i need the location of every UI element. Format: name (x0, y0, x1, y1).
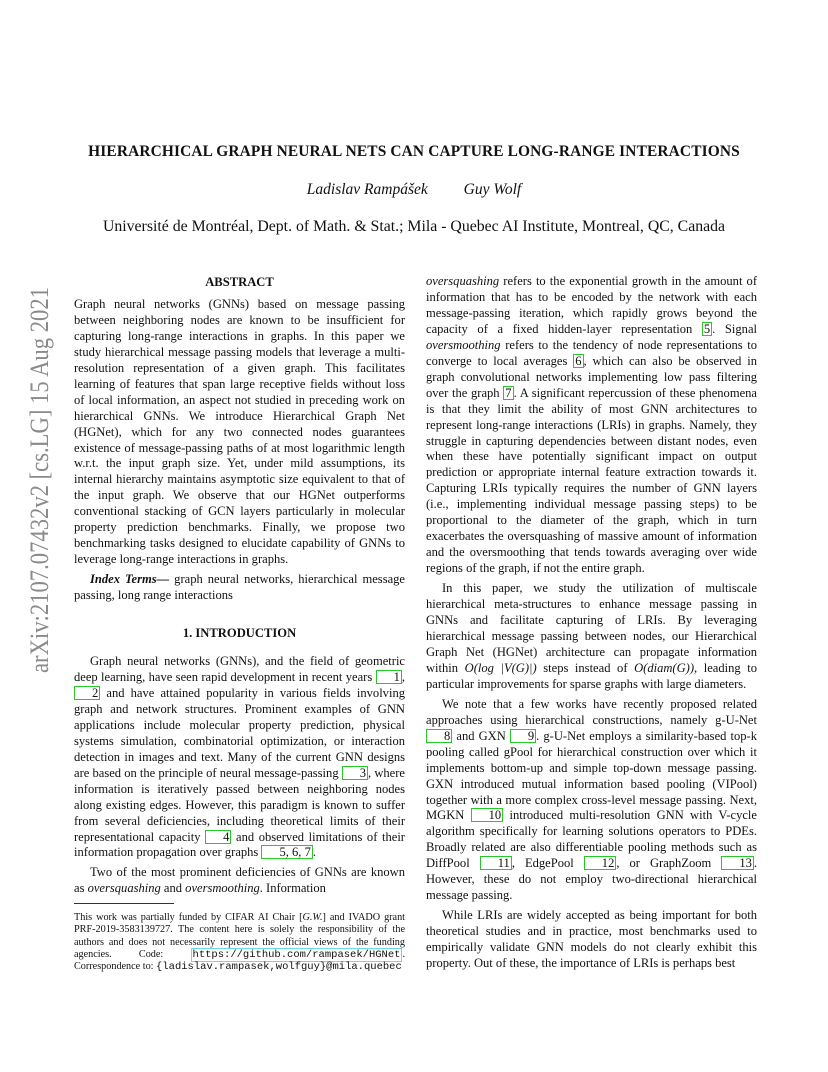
paper-title: HIERARCHICAL GRAPH NEURAL NETS CAN CAPTURE LONG-RANGE INTERACTIONS (88, 143, 740, 160)
math-expression: O(log |V(G)|) (464, 660, 537, 675)
citation-link[interactable]: 12 (584, 856, 617, 870)
citation-link[interactable]: 9 (510, 729, 536, 743)
citation-link[interactable]: 3 (342, 766, 368, 780)
citation-link[interactable]: 2 (74, 686, 100, 700)
left-column (74, 275, 405, 897)
author-name: Guy Wolf (463, 181, 522, 198)
citation-link[interactable]: 8 (426, 729, 452, 743)
intro-paragraph-1: Graph neural networks (GNNs), and the field of geometric deep learning, have seen rapid development in recent years 1 , 2 and have attained popularity in various fields involving graph and network structures. Prominent examples of GNN applications include molecular property prediction, physical systems simulation, combinatorial optimization, or interaction detection in images and text. Many of the current GNN designs are based on the principle of neural message-passing 3 , where information is iteratively passed between neighboring nodes along existing edges. However, this paradigm is known to suffer from several deficiencies, including theoretical limits of their representational capacity 4 and observed limitations of their information propagation over graphs 5, 6, 7 . (74, 654, 405, 860)
arxiv-stamp-text: arXiv:2107.07432v2 [cs.LG] 15 Aug 2021 (24, 285, 54, 673)
math-expression: O(diam(G)) (634, 660, 695, 675)
citation-link[interactable]: 6 (575, 353, 582, 368)
footnote: This work was partially funded by CIFAR AI Chair [G.W.] and IVADO grant PRF-2019-3583139727. The content here is solely the responsibility of the authors and does not necessarily represent the official views of the funding agencies. Code: https://github.com/rampasek/HGNet . Correspondence to: {ladislav.rampasek,wolfguy}@mila.quebec (74, 912, 406, 974)
index-terms-text: graph neural networks, hierarchical message passing, long range interactions (74, 572, 405, 603)
author-list (60, 181, 768, 199)
citation-link[interactable]: 4 (205, 830, 231, 844)
intro-paragraph-5: While LRIs are widely accepted as being important for both theoretical studies and in practice, most benchmarks used to empirically validate GNN models do not clearly exhibit this property. Out of these, the importance of LRIs is perhaps best (426, 908, 757, 971)
citation-link[interactable]: 1 (376, 670, 402, 684)
citation-link[interactable]: 11 (480, 856, 512, 870)
author-name: Ladislav Rampášek (306, 181, 428, 198)
citation-link[interactable]: 5, 6, 7 (261, 845, 312, 859)
citation-link[interactable]: 10 (471, 808, 504, 822)
index-terms (74, 572, 405, 604)
intro-paragraph-3: In this paper, we study the utilization of multiscale hierarchical meta-structures to enhance message passing in GNNs and facilitate capturing of LRIs. By leveraging hierarchical message passing between nodes, our Hierarchical Graph Net (HGNet) architecture can propagate information within O(log |V(G)|) steps instead of O(diam(G)), leading to particular improvements for sparse graphs with large diameters. (426, 581, 757, 691)
affiliation: Université de Montréal, Dept. of Math. & Stat.; Mila - Quebec AI Institute, Montreal, QC, Canada (102, 218, 726, 235)
arxiv-identifier-stamp (8, 285, 56, 675)
right-column (426, 274, 757, 972)
intro-paragraph-4: We note that a few works have recently proposed related approaches using hierarchical constructions, namely g-U-Net 8 and GXN 9 . g-U-Net employs a similarity-based top-k pooling called gPool for hierarchical construction over which it implements bottom-up and simple top-down message passing. GXN introduced mutual information based pooling (VIPool) together with a more complex cross-level message passing. Next, MGKN 10 introduced multi-resolution GNN with V-cycle algorithm specifically for learning solutions operators to PDEs. Broadly related are also differentiable pooling methods such as DiffPool 11 , EdgePool 12 , or GraphZoom 13 . However, these do not employ two-directional hierarchical message passing. (426, 696, 758, 903)
abstract-heading: ABSTRACT (205, 275, 274, 289)
introduction-heading: 1. INTRODUCTION (182, 626, 297, 641)
footnote-rule (74, 903, 174, 904)
citation-link[interactable]: 13 (721, 856, 754, 870)
intro-paragraph-2-continued: oversquashing refers to the exponential growth in the amount of information that has to be encoded by the network with each message-passing iteration, which rapidly grows beyond the capacity of a fixed hidden-layer representation 5 . Signal oversmoothing refers to the tendency of node representations to converge to local averages 6 , which can also be observed in graph convolutional networks implementing low pass filtering over the graph 7 . A significant repercussion of these phenomena is that they limit the ability of most GNN architectures to represent long-range interactions (LRIs) in graphs. Namely, they struggle in capturing dependencies between distant nodes, even when these have potentially significant impact on output prediction or appropriate internal feature extraction towards it. Capturing LRIs typically requires the number of GNN layers (i.e., implementing individual message passing steps) to be proportional to the diameter of the graph, which in turn exacerbates the oversquashing of massive amount of information and the oversmoothing that tends towards averaging over wide regions of the graph, if not the entire graph. (426, 274, 758, 576)
intro-paragraph-2: Two of the most prominent deficiencies of GNNs are known as oversquashing and oversmoothing. Information (74, 865, 405, 896)
citation-link[interactable]: 5 (703, 321, 711, 336)
citation-link[interactable]: 7 (505, 385, 512, 400)
abstract-body: Graph neural networks (GNNs) based on message passing between neighboring nodes are known to be insufficient for capturing long-range interactions in graphs. In this paper we study hierarchical message passing models that leverage a multi-resolution representation of a given graph. This facilitates learning of features that span large receptive fields without loss of local information, an aspect not studied in preceding work on hierarchical GNNs. We introduce Hierarchical Graph Net (HGNet), which for any two connected nodes guarantees existence of message-passing paths of at most logarithmic length w.r.t. the input graph size. Yet, under mild assumptions, its internal hierarchy maintains asymptotic size equivalent to that of the input graph. We observe that our HGNet outperforms conventional stacking of GCN layers particularly in molecular property prediction benchmarks. Finally, we propose two benchmarking tasks designed to elucidate capability of GNNs to leverage long-range interactions in graphs. (74, 296, 405, 567)
code-url-link[interactable]: https://github.com/rampasek/HGNet (192, 948, 401, 961)
index-terms-label: Index Terms— (90, 572, 170, 587)
correspondence-email[interactable]: {ladislav.rampasek,wolfguy}@mila.quebec (156, 961, 402, 974)
